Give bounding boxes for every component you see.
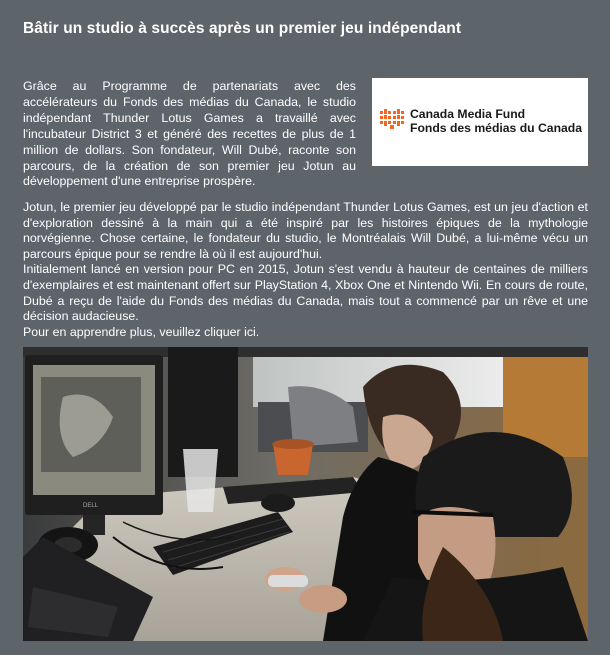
more-info-link[interactable]: Pour en apprendre plus, veuillez cliquer ici. [23,324,260,339]
article-paragraph: Jotun, le premier jeu développé par le studio indépendant Thunder Lotus Games, est un jeu d'action et d'exploration dessiné à la main qui a été inspiré par les histoires épiques de la mythologie norvégienne. Chose certaine, le fondateur du studio, le Montréalais Will Dubé, a lui-même vécu un parcours épique pour se rendre là où il est aujourd'hui. [23,200,588,261]
cmf-logo-line-en: Canada Media Fund [410,107,526,121]
page-title: Bâtir un studio à succès après un premier jeu indépendant [23,20,462,37]
monitor-brand: DELL [83,503,99,509]
intro-paragraph: Grâce au Programme de partenariats avec des accélérateurs du Fonds des médias du Canada, le studio indépendant Thunder Lotus Games a travaillé avec l'incubateur District 3 et généré des recettes de plus de 1 million de dollars. Son fondateur, Will Dubé, raconte son parcours, de la création de son premier jeu Jotun au développement d'une entreprise prospère. [23,79,356,189]
cmf-logo[interactable] [372,78,588,166]
article-paragraph: Initialement lancé en version pour PC en 2015, Jotun s'est vendu à hauteur de centaines de milliers d'exemplaires et est maintenant offert sur PlayStation 4, Xbox One et Nintendo Wii. En cours de route, Dubé a reçu de l'aide du Fonds des médias du Canada, mais tout a commencé par un rêve et une décision audacieuse. [23,262,588,324]
article-body [23,200,588,340]
cmf-logo-mark-icon [380,109,404,129]
cmf-logo-line-fr: Fonds des médias du Canada [410,121,583,135]
studio-photo-illustration [23,347,588,641]
studio-photo [23,347,588,641]
cmf-logo-text [410,107,582,135]
